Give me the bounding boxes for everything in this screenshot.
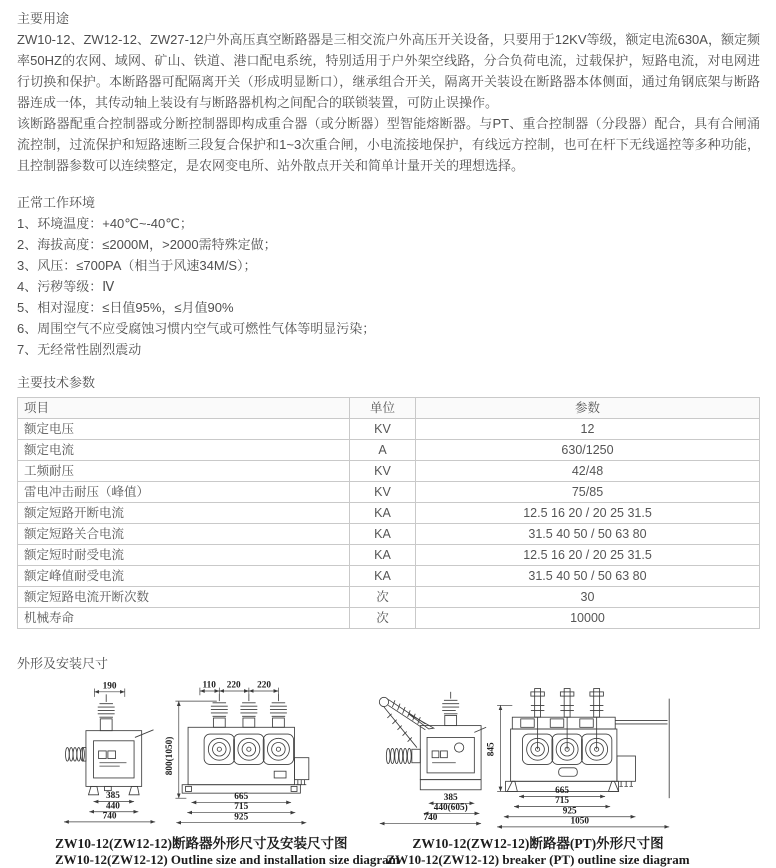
dim-label: 925 xyxy=(562,806,577,817)
param-unit: KV xyxy=(350,461,416,482)
table-row xyxy=(18,503,760,524)
dim-label: 715 xyxy=(555,796,570,807)
table-row xyxy=(18,419,760,440)
dim-label: 220 xyxy=(226,680,241,691)
param-unit: KV xyxy=(350,482,416,503)
section-heading-parameters: 主要技术参数 xyxy=(17,375,96,390)
figure-breaker-outline xyxy=(55,680,400,868)
dim-label: 110 xyxy=(202,680,216,691)
col-header-unit: 单位 xyxy=(350,398,416,419)
table-row xyxy=(18,608,760,629)
dim-label: 385 xyxy=(443,792,458,803)
param-name: 额定电压 xyxy=(18,419,350,440)
param-name: 工频耐压 xyxy=(18,461,350,482)
env-item: 6、周围空气不应受腐蚀习惯内空气或可燃性气体等明显污染； xyxy=(17,321,376,336)
dimension-figures xyxy=(17,680,760,868)
dim-label: 190 xyxy=(102,681,117,692)
param-value: 75/85 xyxy=(416,482,760,503)
dim-label: 925 xyxy=(234,812,249,823)
dim-label: 385 xyxy=(106,791,120,802)
env-item: 4、污秽等级：Ⅳ xyxy=(17,279,115,294)
table-header-row xyxy=(18,398,760,419)
param-value: 12.5 16 20 / 20 25 31.5 xyxy=(416,545,760,566)
breaker-pt-front-view-drawing xyxy=(487,680,681,832)
usage-paragraph-2: 该断路器配重合控制器或分断控制器即构成重合器（或分断器）型智能熔断器。与PT、重合控制器（分段器）配合，具有合闸涌流控制，过流保护和短路速断三段复合保护和1~3次重合闸，小电流接地保护，有线远方控制，也可在杆下无线遥控等多种功能，且控制器参数可以连续整定，是农网变电所、站外散点开关和简单计量开关的理想选择。 xyxy=(17,116,760,173)
usage-paragraph-1: ZW10-12、ZW12-12、ZW27-12户外高压真空断路器是三相交流户外高压开关设备，只要用于12KV等级，额定电流630A，额定频率50HZ的农网、域网、矿山、铁道、港口配电系统，特别适用于户外架空线路，分合负荷电流，过载保护，短路电流，对电网进行切换和保护。本断路器可配隔离开关（形成明显断口），继承组合开关，隔离开关装设在断路器本体侧面，通过角钢底架与断路器连成一体，其传动轴上装设有与断路器机构之间配合的联锁装置，可防止误操作。 xyxy=(17,32,760,110)
section-heading-dimensions: 外形及安装尺寸 xyxy=(17,656,109,671)
dim-label: 740 xyxy=(423,813,438,824)
param-unit: 次 xyxy=(350,608,416,629)
breaker-side-view-drawing xyxy=(55,680,165,832)
breaker-front-view-drawing xyxy=(165,680,315,832)
figure1-drawings xyxy=(55,680,347,832)
param-value: 10000 xyxy=(416,608,760,629)
param-name: 机械寿命 xyxy=(18,608,350,629)
dim-label: 440 xyxy=(106,801,120,812)
param-unit: KA xyxy=(350,524,416,545)
dim-label: 665 xyxy=(555,786,570,797)
param-name: 额定短路开断电流 xyxy=(18,503,350,524)
env-item: 3、风压：≤700PA（相当于风速34M/S）； xyxy=(17,258,257,273)
param-value: 12 xyxy=(416,419,760,440)
dim-label: 845 xyxy=(487,742,497,757)
figure1-caption-en: ZW10-12(ZW12-12) Outline size and installation size diagram xyxy=(55,852,400,867)
env-item: 7、无经常性剧烈震动 xyxy=(17,342,142,357)
dim-label: 740 xyxy=(102,811,117,822)
figure2-caption-en: ZW10-12(ZW12-12) breaker (PT) outline size diagram xyxy=(386,852,690,867)
dim-label: 440(605) xyxy=(433,803,468,814)
param-name: 额定短时耐受电流 xyxy=(18,545,350,566)
figure1-caption-zh: ZW10-12(ZW12-12)断路器外形尺寸及安装尺寸图 xyxy=(55,836,348,851)
table-row xyxy=(18,566,760,587)
param-name: 额定电流 xyxy=(18,440,350,461)
param-value: 12.5 16 20 / 20 25 31.5 xyxy=(416,503,760,524)
param-unit: A xyxy=(350,440,416,461)
dim-label: 1050 xyxy=(570,816,590,827)
table-row xyxy=(18,461,760,482)
environment-list xyxy=(17,213,760,360)
table-row xyxy=(18,440,760,461)
col-header-value: 参数 xyxy=(416,398,760,419)
dim-label: 665 xyxy=(234,792,249,803)
param-value: 31.5 40 50 / 50 63 80 xyxy=(416,524,760,545)
figure2-drawings xyxy=(373,680,703,832)
param-value: 42/48 xyxy=(416,461,760,482)
param-value: 31.5 40 50 / 50 63 80 xyxy=(416,566,760,587)
figure-breaker-pt-outline xyxy=(373,680,703,868)
param-unit: KA xyxy=(350,503,416,524)
figure2-caption-zh: ZW10-12(ZW12-12)断路器(PT)外形尺寸图 xyxy=(412,836,664,851)
env-item: 5、相对湿度：≤日值95%，≤月值90% xyxy=(17,300,234,315)
param-name: 额定短路电流开断次数 xyxy=(18,587,350,608)
env-item: 2、海拔高度：≤2000M，>2000需特殊定做； xyxy=(17,237,277,252)
table-row xyxy=(18,482,760,503)
col-header-item: 项目 xyxy=(18,398,350,419)
section-heading-usage: 主要用途 xyxy=(17,11,70,26)
param-value: 630/1250 xyxy=(416,440,760,461)
param-unit: KA xyxy=(350,566,416,587)
param-unit: KV xyxy=(350,419,416,440)
param-name: 额定短路关合电流 xyxy=(18,524,350,545)
dim-label: 800(1050) xyxy=(165,736,176,776)
env-item: 1、环境温度：+40℃~-40℃； xyxy=(17,216,193,231)
param-unit: 次 xyxy=(350,587,416,608)
param-value: 30 xyxy=(416,587,760,608)
dim-label: 220 xyxy=(257,680,272,691)
table-row xyxy=(18,587,760,608)
param-unit: KA xyxy=(350,545,416,566)
param-name: 雷电冲击耐压（峰值） xyxy=(18,482,350,503)
dim-label: 715 xyxy=(234,802,249,813)
table-row xyxy=(18,545,760,566)
table-row xyxy=(18,524,760,545)
param-name: 额定峰值耐受电流 xyxy=(18,566,350,587)
breaker-pt-side-view-drawing xyxy=(373,680,487,832)
technical-parameters-table xyxy=(17,397,760,629)
section-heading-environment: 正常工作环境 xyxy=(17,195,96,210)
